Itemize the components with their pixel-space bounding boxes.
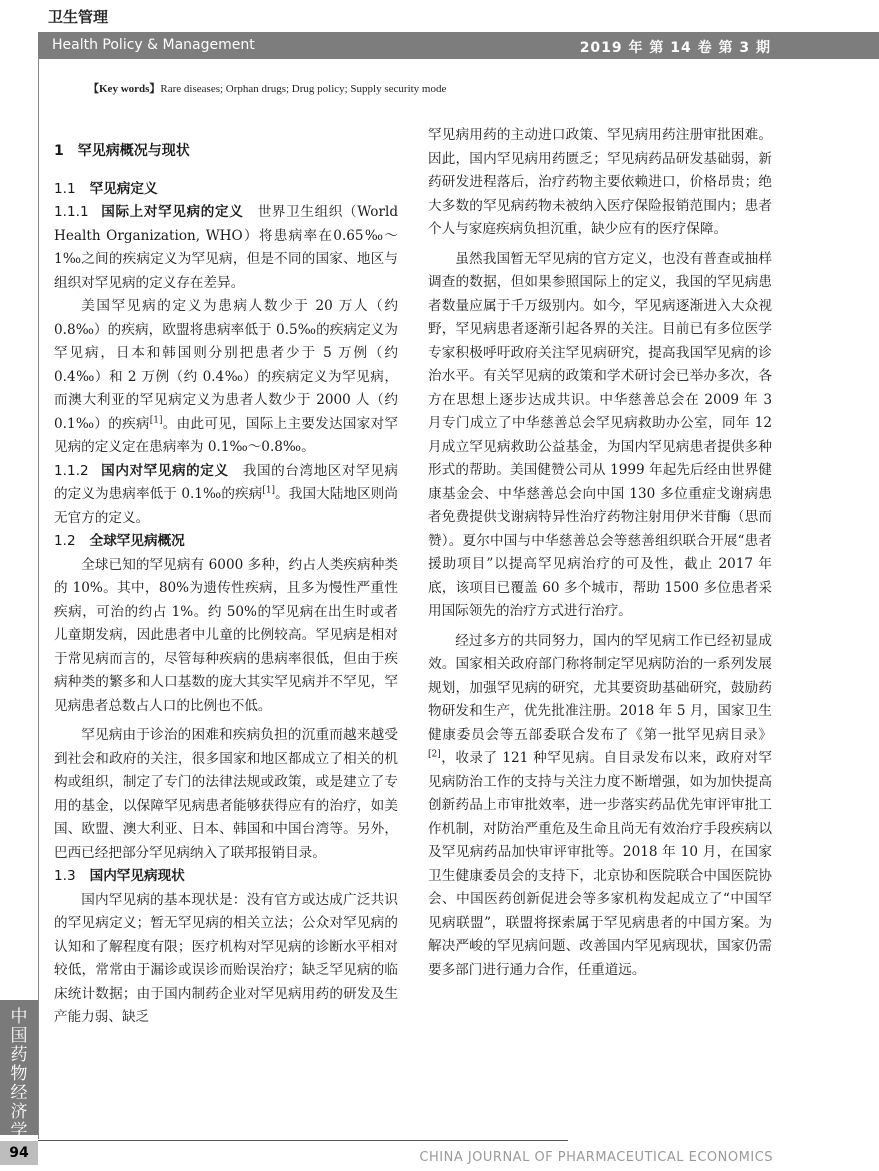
- heading-1-1: 1.1 罕见病定义: [54, 180, 158, 197]
- side-journal-tab: [0, 1000, 38, 1141]
- footer-journal-name: CHINA JOURNAL OF PHARMACEUTICAL ECONOMICS: [419, 1150, 773, 1165]
- heading-1: 1 罕见病概况与现状: [54, 143, 190, 159]
- page-number: 94: [0, 1141, 38, 1165]
- journal-name-en: Health Policy & Management: [52, 37, 255, 53]
- citation[interactable]: [1]: [262, 485, 276, 496]
- header-bar: [38, 32, 879, 59]
- paragraph: 罕见病用药的主动进口政策、罕见病用药注册审批困难。因此，国内罕见病用药匮乏；罕见病药品研发基础弱，新药研发进程落后，治疗药物主要依赖进口，价格昂贵；绝大多数的罕见病药物未被纳入医疗保险报销范围内；患者个人与家庭疾病负担沉重，缺少应有的医疗保障。: [428, 127, 772, 237]
- paragraph: 美国罕见病的定义为患病人数少于 20 万人（约 0.8‰）的疾病，欧盟将患病率低于 0.5‰的疾病定义为罕见病，日本和韩国则分别把患者少于 5 万例（约 0.4‰）和 2 万例（约 0.4‰）的疾病定义为罕见病，而澳大利亚的罕见病定义为患者人数少于 2000 人（约 0.1‰）的疾病[1]。由此可见，国际上主要发达国家对罕见病的定义定在患病率为 0.1‰～0.8‰。: [54, 298, 399, 455]
- footer-rule: [38, 1140, 568, 1141]
- right-column: [428, 124, 772, 982]
- paragraph: 经过多方的共同努力，国内的罕见病工作已经初显成效。国家相关政府部门称将制定罕见病防治的一系列发展规划，加强罕见病的研究，尤其要资助基础研究，鼓励药物研发和生产，优先批准注册。2018 年 5 月，国家卫生健康委员会等五部委联合发布了《第一批罕见病目录》[2]，收录了 121 种罕见病。自目录发布以来，政府对罕见病防治工作的支持与关注力度不断增强，如为加快提高创新药品上市审批效率，进一步落实药品优先审评审批工作机制，对防治严重危及生命且尚无有效治疗手段疾病以及罕见病药品加快审评审批等。2018 年 10 月，在国家卫生健康委员会的支持下，北京协和医院联合中国医院协会、中国医药创新促进会等多家机构发起成立了“中国罕见病联盟”，联盟将探索属于罕见病患者的中国方案。为解决严峻的罕见病问题、改善国内罕见病现状，国家仍需要多部门进行通力合作，任重道远。: [428, 632, 772, 978]
- heading-1-1-1: 1.1.1 国际上对罕见病的定义: [54, 204, 244, 220]
- paragraph: 全球已知的罕见病有 6000 多种，约占人类疾病种类的 10%。其中，80%为遗传性疾病，且多为慢性严重性疾病，可治的约占 1%。约 50%的罕见病在出生时或者儿童期发病，因此患者中儿童的比例较高。罕见病是相对于常见病而言的，尽管每种疾病的患病率很低，但由于疾病种类的繁多和人口基数的庞大其实罕见病并不罕见，罕见病患者总数占人口的比例也不低。: [54, 556, 398, 714]
- section-title: 卫生管理: [48, 8, 109, 26]
- paragraph: 1.1.1 国际上对罕见病的定义 世界卫生组织（World Health Organization, WHO）将患病率在0.65‰～1‰之间的疾病定义为罕见病，但是不同的国家、地区与组织对罕见病的定义存在差异。: [54, 204, 399, 291]
- heading-1-2: 1.2 全球罕见病概况: [54, 533, 185, 549]
- heading-1-3: 1.3 国内罕见病现状: [54, 868, 185, 884]
- keywords: [88, 80, 446, 96]
- paragraph: 国内罕见病的基本现状是：没有官方或达成广泛共识的罕见病定义；暂无罕见病的相关立法；公众对罕见病的认知和了解程度有限；医疗机构对罕见病的诊断水平相对较低，常常由于漏诊或误诊而贻误治疗；缺乏罕见病的临床统计数据；由于国内制药企业对罕见病用药的研发及生产能力弱、缺乏: [54, 891, 398, 1025]
- side-journal-label: 中国药物经济学: [10, 1007, 28, 1141]
- keywords-text: Rare diseases; Orphan drugs; Drug policy; Supply security mode: [160, 83, 447, 95]
- citation[interactable]: [1]: [149, 414, 163, 425]
- issue-info: 2019 年 第 14 卷 第 3 期: [579, 40, 771, 56]
- left-column: [54, 132, 398, 1030]
- paragraph: 罕见病由于诊治的困难和疾病负担的沉重而越来越受到社会和政府的关注，很多国家和地区都成立了相关的机构或组织，制定了专门的法律法规或政策，或是建立了专用的基金，以保障罕见病患者能够获得应有的治疗，如美国、欧盟、澳大利亚、日本、韩国和中国台湾等。另外，巴西已经把部分罕见病纳入了联邦报销目录。: [54, 727, 398, 861]
- paragraph: 1.1.2 国内对罕见病的定义 我国的台湾地区对罕见病的定义为患病率低于 0.1‰的疾病[1]。我国大陆地区则尚无官方的定义。: [54, 462, 399, 526]
- heading-1-1-2: 1.1.2 国内对罕见病的定义: [54, 462, 229, 479]
- keywords-label: 【Key words】: [88, 83, 161, 95]
- citation[interactable]: [2]: [428, 749, 441, 760]
- paragraph: 虽然我国暂无罕见病的官方定义，也没有普查或抽样调查的数据，但如果参照国际上的定义，我国的罕见病患者数量应属于千万级别内。如今，罕见病逐渐进入大众视野，罕见病患者逐渐引起各界的关注。目前已有多位医学专家积极呼吁政府关注罕见病研究，提高我国罕见病的诊治水平。有关罕见病的政策和学术研讨会已举办多次，各方在思想上逐步达成共识。中华慈善总会在 2009 年 3 月专门成立了中华慈善总会罕见病救助办公室，同年 12 月成立罕见病救助公益基金，为国内罕见病患者提供多种形式的帮助。美国健赞公司从 1999 年起先后经由世界健康基金会、中华慈善总会向中国 130 多位重症戈谢病患者免费提供戈谢病特异性治疗药物注射用伊米苷酶（思而赞）。夏尔中国与中华慈善总会等慈善组织联合开展“患者援助项目”以提高罕见病治疗的可及性，截止 2017 年底，该项目已覆盖 60 多个城市，帮助 1500 多位患者采用国际领先的治疗方式进行治疗。: [428, 250, 772, 619]
- margin-rule: [38, 59, 39, 1139]
